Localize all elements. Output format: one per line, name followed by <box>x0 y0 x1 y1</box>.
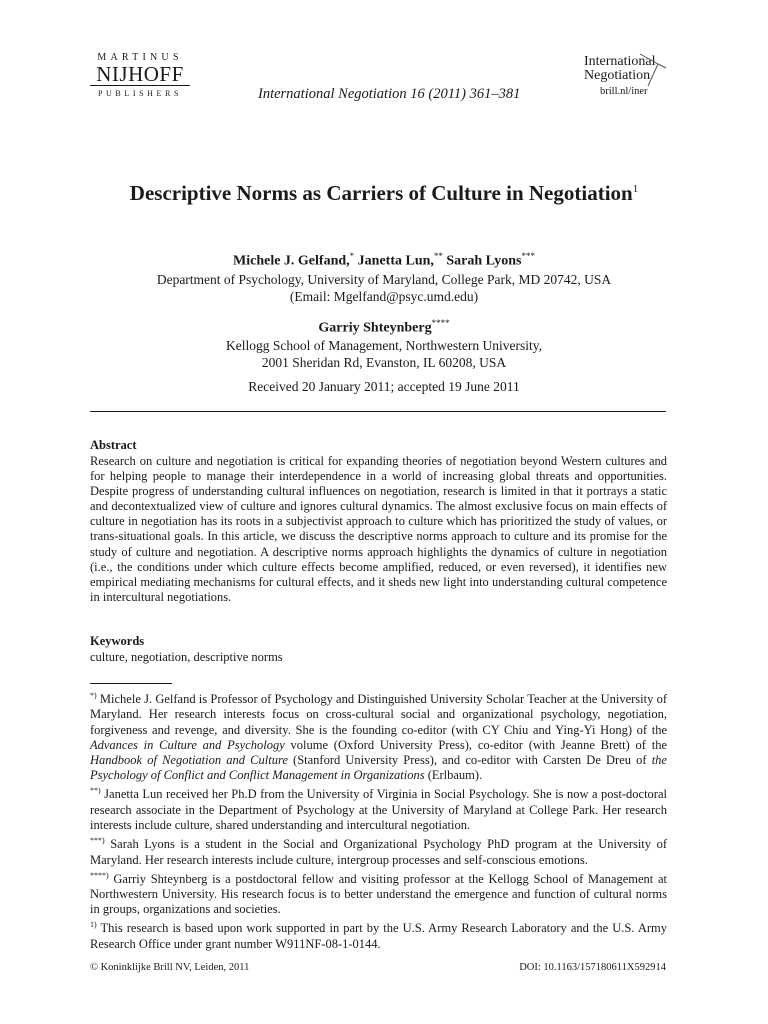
footnote-text: (Erlbaum). <box>424 768 483 783</box>
author-name: Janetta Lun, <box>354 253 434 269</box>
footnote-4 <box>90 868 667 918</box>
author-footnote-mark[interactable]: * <box>349 251 355 261</box>
footnote-text: Sarah Lyons is a student in the Social and Organizational Psychology PhD program at the University of Maryland. Her research interests include culture, intergroup processes and self-conscious emotions. <box>90 837 667 867</box>
footnote-3 <box>90 833 667 868</box>
footnote-2 <box>90 783 667 833</box>
affiliation-1: Department of Psychology, University of Maryland, College Park, MD 20742, USA <box>156 272 612 287</box>
author-name: Michele J. Gelfand, <box>233 253 350 269</box>
copyright-notice: © Koninklijke Brill NV, Leiden, 2011 <box>90 962 250 973</box>
footnote-mark: ****) <box>90 870 109 880</box>
title-footnote-mark[interactable]: 1 <box>632 183 639 195</box>
affiliation-2-line2: 2001 Sheridan Rd, Evanston, IL 60208, USA <box>261 355 507 370</box>
author-name: Sarah Lyons <box>442 253 522 269</box>
footnote-5 <box>90 917 667 952</box>
keywords-heading: Keywords <box>90 634 145 648</box>
publisher-logo-top: MARTINUS <box>97 52 183 63</box>
publisher-logo <box>90 52 190 100</box>
footnote-text: (Stanford University Press), and co-editor with Carsten De Dreu of <box>287 752 652 767</box>
author-line-2 <box>0 318 768 337</box>
footnote-mark: *) <box>90 691 97 700</box>
authors-line <box>0 251 768 270</box>
author-footnote-mark[interactable]: *** <box>521 251 535 261</box>
footnote-divider <box>90 683 172 684</box>
footnote-text: Garriy Shteynberg is a postdoctoral fellow and visiting professor at the Kellogg School of Management at Northwestern University. His research focus is to better understand the emergence and function of cultural norms in groups, organizations and societies. <box>90 871 667 917</box>
journal-logo-mark-icon <box>634 52 668 88</box>
journal-logo-line1: International <box>584 54 656 69</box>
affiliation-2-line1: Kellogg School of Management, Northwestern University, <box>226 338 542 353</box>
footnote-1 <box>90 688 667 783</box>
abstract-text: Research on culture and negotiation is critical for expanding theories of negotiation beyond Western cultures and for helping people to manage their interdependence in a world of increasing global threats and opportunities. Despite progress of understanding cultural influences on negotiation, research is limited in that it portrays a static and decontextualized view of culture and ignores cultural dynamics. The almost exclusive focus on main effects of culture in negotiation has its roots in a subjectivist approach to culture which has prioritized the study of values, or trans-situational goals. In this article, we discuss the descriptive norms approach to culture and its promise for the study of culture and negotiation. A descriptive norms approach highlights the dynamics of culture in negotiation (i.e., the conditions under which culture effects become amplified, reduced, or even reversed), it identifies new empirical mediating mechanisms for cultural effects, and it sheds new light into understanding cultural competence in intercultural negotiations. <box>90 454 667 604</box>
doi-link[interactable]: DOI: 10.1163/157180611X592914 <box>519 962 666 973</box>
journal-citation: International Negotiation 16 (2011) 361–381 <box>258 86 521 102</box>
publisher-logo-name: NIJHOFF <box>90 64 190 86</box>
received-dates: Received 20 January 2011; accepted 19 June 2011 <box>248 379 520 394</box>
footnote-text: This research is based upon work supported in part by the U.S. Army Research Laboratory and the U.S. Army Research Office under grant number W911NF-08-1-0144. <box>90 921 667 951</box>
journal-url[interactable]: brill.nl/iner <box>600 86 648 97</box>
book-title: Handbook of Negotiation and Culture <box>90 752 288 767</box>
publisher-logo-bottom: PUBLISHERS <box>97 89 182 98</box>
book-title: the Psychology of Conflict and Conflict Management in Organizations <box>90 752 667 783</box>
footnotes <box>90 688 667 952</box>
footnote-text: Janetta Lun received her Ph.D from the University of Virginia in Social Psychology. She is now a post-doctoral research associate in the Department of Psychology at the University of Maryland at College Park. Her research interests include culture, shared understanding and intercultural negotiation. <box>90 787 667 832</box>
abstract-heading: Abstract <box>90 438 137 452</box>
article-title-text: Descriptive Norms as Carriers of Culture in Negotiation <box>129 181 633 205</box>
article-title <box>0 181 768 206</box>
footnote-mark: ***) <box>90 836 105 846</box>
footnote-mark: 1) <box>90 920 97 930</box>
author-name: Garriy Shteynberg <box>318 320 432 336</box>
book-title: Advances in Culture and Psychology <box>90 737 285 752</box>
contact-email[interactable]: (Email: Mgelfand@psyc.umd.edu) <box>289 289 479 304</box>
author-footnote-mark[interactable]: **** <box>431 318 450 328</box>
footnote-text: volume (Oxford University Press), co-editor (with Jeanne Brett) of the <box>284 737 667 752</box>
journal-logo-line2: Negotiation <box>584 68 651 83</box>
journal-logo <box>584 54 674 97</box>
footnote-mark: **) <box>90 786 101 796</box>
header-divider <box>90 411 666 412</box>
author-footnote-mark[interactable]: ** <box>433 251 443 261</box>
keywords-text: culture, negotiation, descriptive norms <box>90 650 283 664</box>
footnote-text: Michele J. Gelfand is Professor of Psychology and Distinguished University Scholar Teacher at the University of Maryland. Her research interests focus on cross-cultural social and organizational psychology, negotiation, forgiveness and revenge, and diversity. She is the founding co-editor (with CY Chiu and Ying-Yi Hong) of the <box>90 692 667 737</box>
